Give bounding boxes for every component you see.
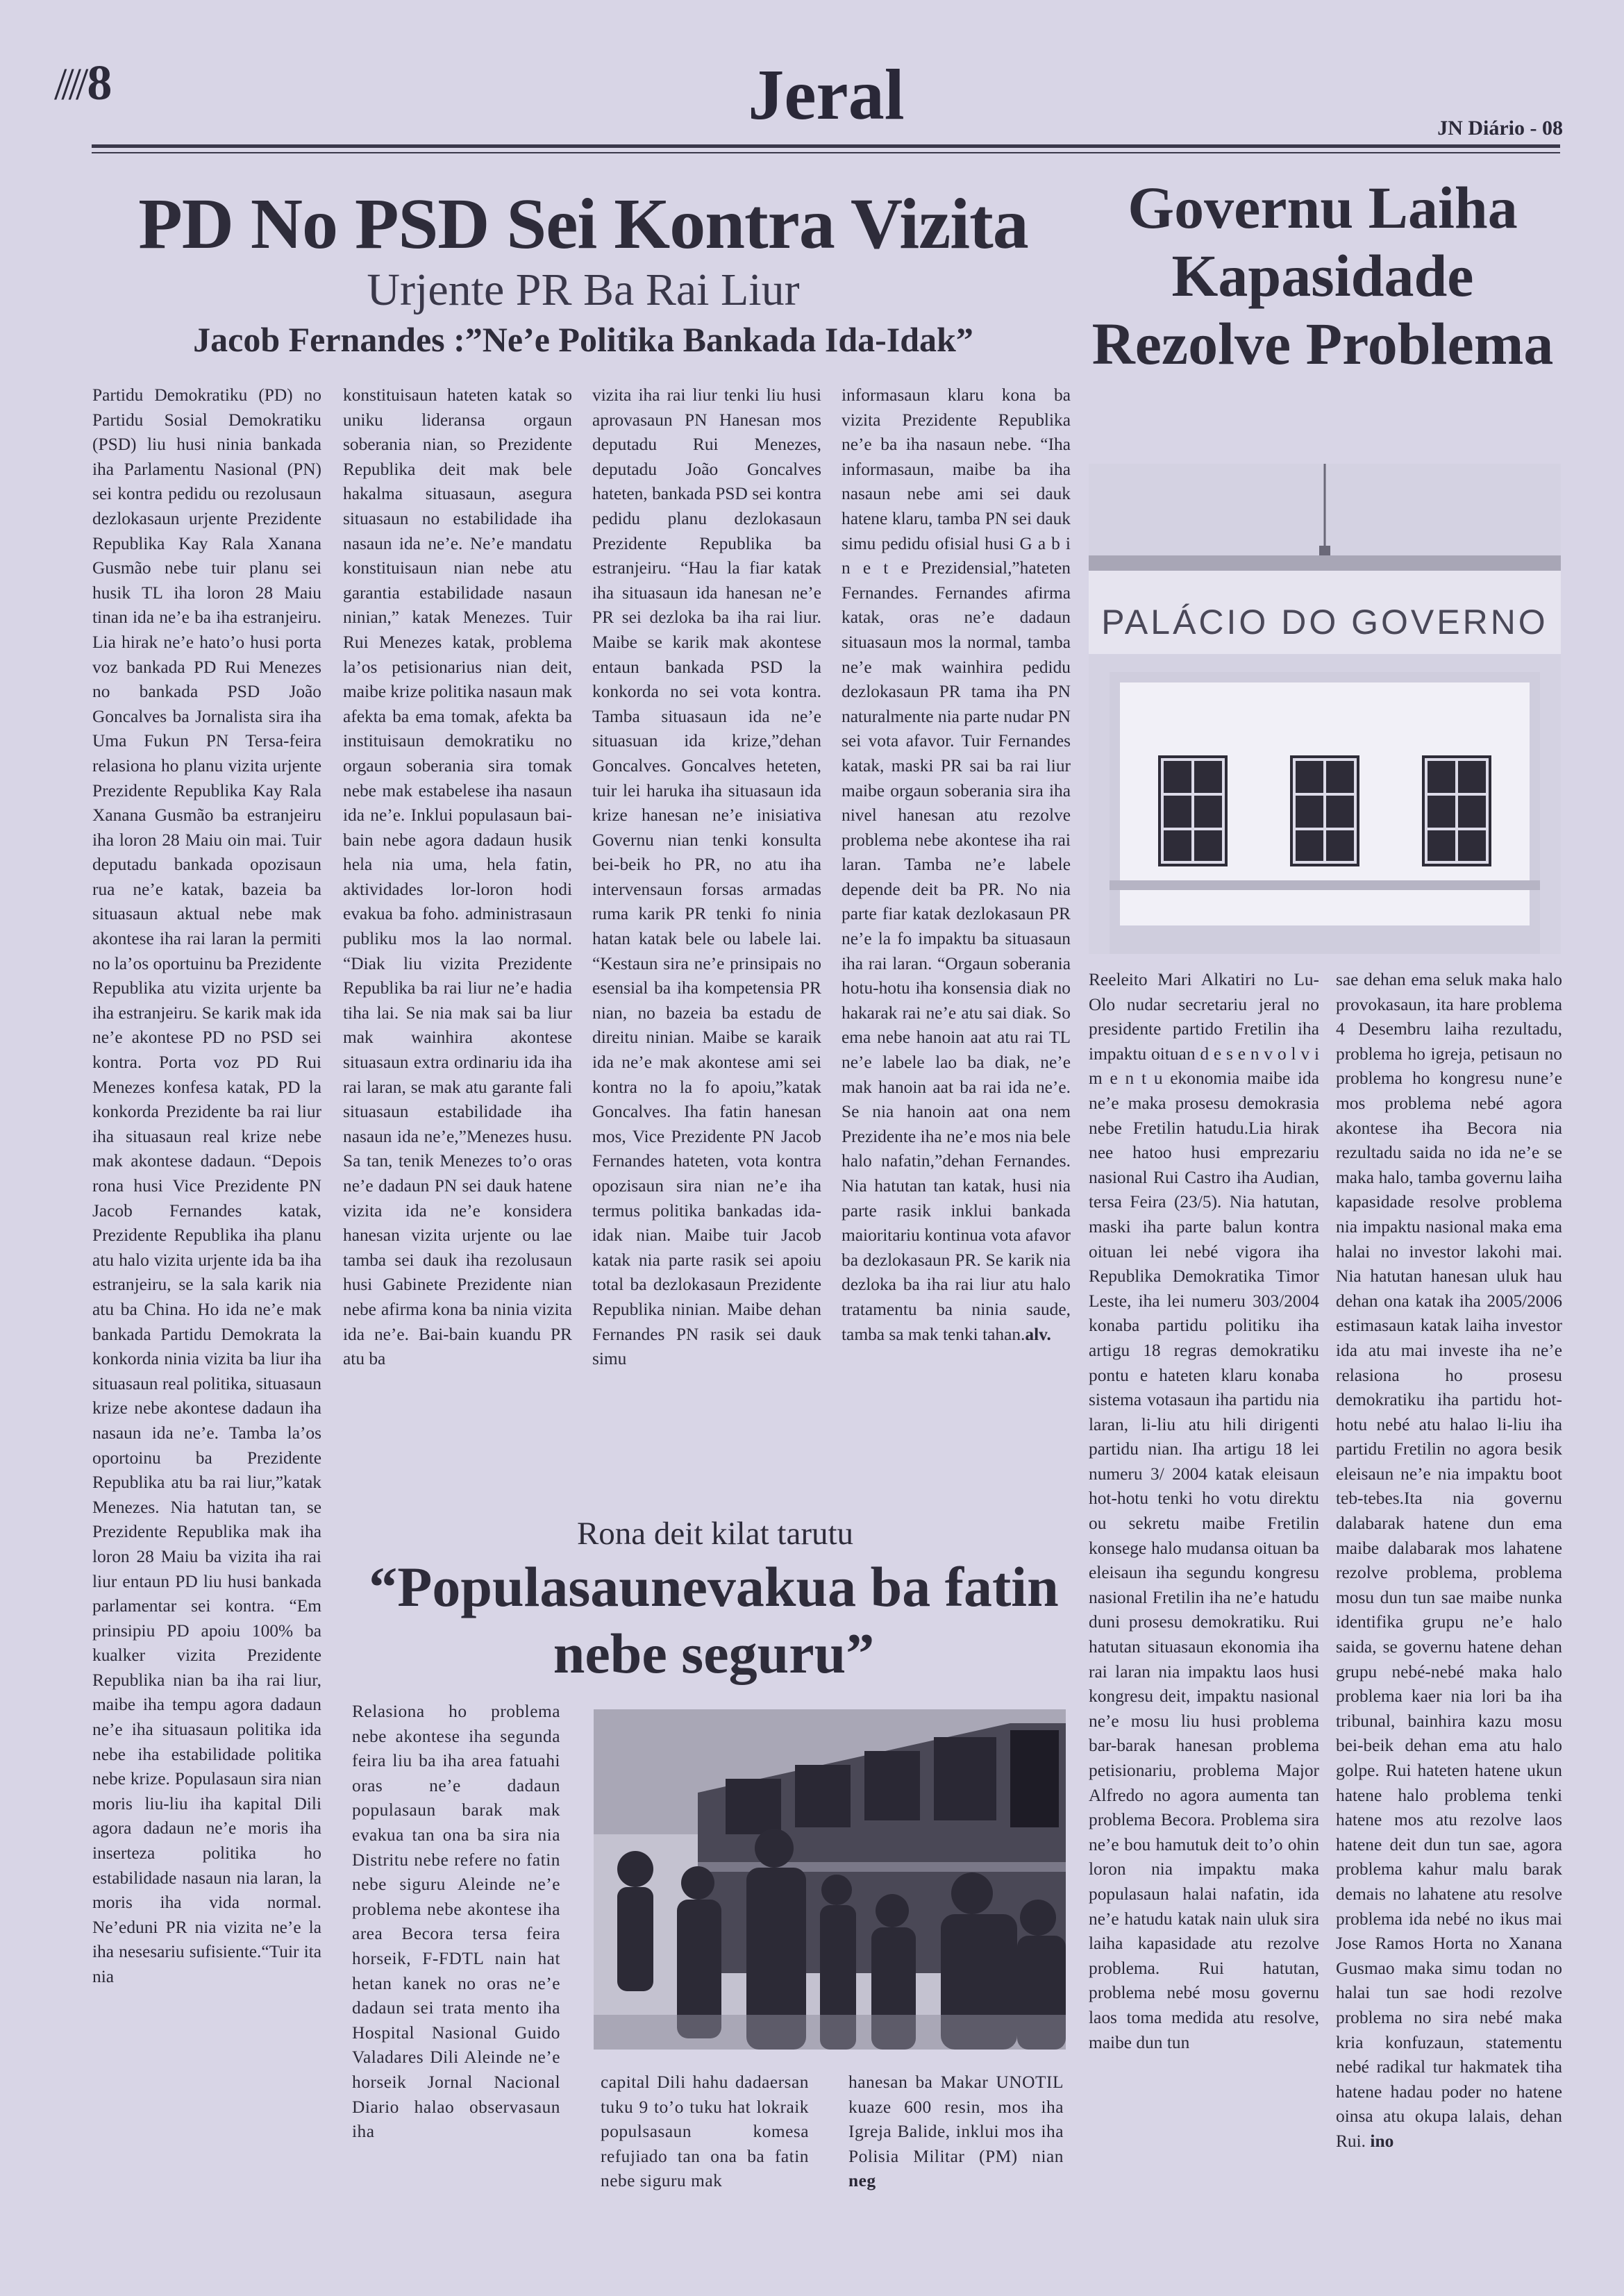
lead-column-3: vizita iha rai liur tenki liu husi aprovasaun PN Hanesan mos deputadu Rui Menezes, deputadu João Goncalves hateten, bankada PSD sei kontra pedidu planu dezlokasaun Prezidente Republika ba estranjeiru. “Hau la fiar katak iha situasaun ida hanesan ne’e PR sei dezloka ba iha rai liur. Maibe se karik mak akontese entaun bankada PSD la konkorda no sei vota kontra. Tamba situasaun ida ne’e situasuan ida krize,”dehan Goncalves. Goncalves heteten, tuir lei haruka iha situasaun ida krize hanesan ne’e inisiativa Governu nian tenki konsulta bei-beik ho PR, no atu iha intervensaun forsas armadas ruma karik PR tenki fo ninia hatan katak bele ou labele lai. “Kestaun sira ne’e prinsipais no esensial ba iha kompetensia PR nian, no bazeia ba estadu de direitu ninian. Maibe se karaik ida ne’e mak akontese ami sei kontra no la fo apoiu,”katak Goncalves. Iha fatin hanesan mos, Vice Prezidente PN Jacob Fernandes hateten, vota kontra opozisaun sira nian ne’e iha termus politika bankadas ida-idak nian. Maibe tuir Jacob katak nia parte rasik sei apoiu total ba dezlokasaun Prezidente Republika ninian. Maibe dehan Fernandes PN rasik sei dauk simu — [592, 385, 821, 1369]
bottom-column-2: capital Dili hahu dadaersan tuku 9 to’o tuku hat lokraik populsasaun komesa refujiado tan ona ba fatin nebe siguru mak — [601, 2072, 809, 2191]
window-left — [1158, 755, 1228, 866]
side-column-1: Reeleito Mari Alkatiri no Lu-Olo nudar secretariu jeral no presidente partido Fretilin iha impaktu oituan d e s e n v o l v i m e n t u ekonomia maibe ida ne’e maka prosesu demokrasia nebe Fretilin hatudu.Lia hirak nee hatoo husi emprezariu nasional Rui Castro iha Audian, tersa Feira (23/5). Nia hatutan, maski iha parte balun kontra oituan lei nebé vigora iha Republika Demokratika Timor Leste, iha lei numeru 303/2004 konaba partidu politiku iha artigu 18 regras demokratiku pontu e hateten klaru konaba sistema votasaun iha partidu nia laran, li-liu atu hili dirigenti partidu nian. Iha artigu 18 lei numeru 3/ 2004 katak eleisaun hot-hotu tenki ho votu direktu ou sekretu maibe Fretilin konsege halo mudansa oituan ba eleisaun iha segundu kongresu nasional Fretilin iha ne’e hatudu duni prosesu demokratiku. Rui hatutan situasaun ekonomia iha rai laran nia impaktu laos husi kongresu deit, impaktu nasional ne’e mosu liu husi problema bar-barak hanesan problema petisionariu, problema Major Alfredo no agora aumenta tan problema Becora. Problema sira ne’e bou hamutuk deit to’o ohin loron nia impaktu maka populasaun halai nafatin, ida ne’e hatudu katak nain uluk sira laiha kapasidade atu rezolve problema. Rui hatutan, problema nebé mosu governu laos toma medida atu resolve, maibe dun tun — [1089, 970, 1319, 2052]
lead-column-2: konstituisaun hateten katak so uniku lideransa orgaun soberania nian, so Prezidente Republika deit mak bele hakalma situasaun, asegura situasaun no estabilidade iha nasaun ida ne’e. Ne’e mandatu konstituisaun nian nebe atu garantia estabilidade nasaun ninian,” katak Menezes. Tuir Rui Menezes katak, problema la’os petisionarius nian deit, maibe krize politika nasaun mak afekta ba ema tomak, afekta ba instituisaun demokratiku no orgaun soberania sira tomak nebe mak estabelese iha nasaun ida ne’e. Inklui populasaun bai-bain nebe agora dadaun husik hela nia uma, hela fatin, aktividades lor-loron hodi evakua ba foho. administrasaun publiku mos la lao normal. “Diak liu vizita Prezidente Republika ba rai liur ne’e hadia tiha lai. Se nia mak sai ba liur mak wainhira akontese situasaun extra ordinariu ida iha rai laran, se mak atu garante fali situasaun estabilidade iha nasaun ida ne’e,”Menezes husu. Sa tan, tenik Menezes to’o oras ne’e dadaun PN sei dauk hatene vizita ida ne’e konsidera hanesan vizita urjente ou lae tamba sei dauk iha rezolusaun husi Gabinete Prezidente nian nebe afirma kona ba ninia vizita ida ne’e. Bai-bain kuandu PR atu ba — [343, 385, 572, 1369]
lead-quote-headline: Jacob Fernandes :”Ne’e Politika Bankada Ida-Idak” — [193, 320, 973, 359]
bottom-column-1: Relasiona ho problema nebe akontese iha segunda feira liu ba iha area fatuahi oras ne’e dadaun populasaun barak mak evakua tan ona ba sira nia Distritu nebe refere no fatin nebe siguru Aleinde ne’e problema nebe akontese iha area Becora tersa feira horseik, F-FDTL nain hat hetan kanek no oras ne’e dadaun sei trata mento iha Hospital Nasional Guido Valadares Dili Aleinde ne’e horseik Jornal Nacional Diario halao observasaun iha — [352, 1702, 560, 2142]
palace-sign-text: PALÁCIO DO GOVERNO — [1101, 603, 1548, 642]
bottom-headline: “Populasaunevakua ba fatin nebe seguru” — [369, 1555, 1059, 1685]
bottom-kicker: Rona deit kilat tarutu — [576, 1516, 854, 1552]
page-number: ////8 — [54, 55, 111, 110]
slash-ornament: //// — [54, 59, 83, 110]
window-right — [1422, 755, 1491, 866]
side-headline: Governu Laiha Kapasidade Rezolve Problema — [1091, 174, 1554, 377]
lead-headline: PD No PSD Sei Kontra Vizita — [138, 184, 1028, 264]
ground — [594, 2015, 1066, 2050]
header-rule-thin — [92, 152, 1560, 153]
issue-label: JN Diário - 08 — [1437, 117, 1563, 140]
side-column-2: sae dehan ema seluk maka halo provokasaun, ita hare problema 4 Desembru laiha rezultadu, problema ho igreja, petisaun no problema ho kongresu nune’e mos problema nebé agora akontese iha Becora nia rezultadu saida no ida ne’e se maka halo, tamba governu laiha kapasidade resolve problema nia impaktu nasional maka ema halai no investor lakohi mai. Nia hatutan hanesan uluk hau dehan ona katak iha 2005/2006 estimasaun katak laiha investor ida atu mai investe iha ne’e relasiona ho prosesu demokratiku iha partidu hot-hotu nebé atu halao li-liu iha partidu Fretilin no agora besik eleisaun ne’e nia impaktu boot teb-tebes.Ita nia governu dalabarak hatene dun ema maibe dalabarak mos lahatene rezolve problema, problema mosu dun tun sae maibe nunka identifika grupu ne’e halo saida, se governu hatene dehan grupu nebé-nebé maka halo problema kaer nia lori ba iha tribunal, bainhira kazu mosu bei-beik dehan ema atu halo golpe. Rui hateten hatene ukun hatene halo problema tenki hatene mos atu rezolve laos hatene deit dun tun sae, agora problema kahur malu barak demais no lahatene atu resolve problema ida nebé no ikus mai Jose Ramos Horta no Xanana Gusmao maka simu todan no halai tun sae hodi rezolve problema no sira nebé maka kria konfuzaun, statementu nebé radikal tur hakmatek tiha hatene hadau poder no hatene oinsa atu okupa lalais, dehan Rui. ino — [1336, 970, 1562, 2151]
lead-column-4: informasaun klaru kona ba vizita Prezidente Republika ne’e ba iha nasaun nebe. “Iha informasaun, maibe ba iha nasaun nebe ami sei dauk hatene klaru, tamba PN sei dauk simu pedidu ofisial husi G a b i n e t e Prezidensial,”hateten Fernandes. Fernandes afirma katak, oras ne’e dadaun situasaun mos la normal, tamba ne’e mak wainhira pedidu dezlokasaun PR tama iha PN naturalmente nia parte nudar PN sei vota afavor. Tuir Fernandes katak, maski PR sai ba rai liur maibe orgaun soberania sira iha nivel hanesan atu rezolve problema nebe akontese iha rai laran. Tamba ne’e labele depende deit ba PR. No nia parte fiar katak dezlokasaun PR ne’e la fo impaktu ba situasaun iha rai laran. “Orgaun soberania hotu-hotu iha konsensia diak no hakarak rai ne’e atu sai diak. So ema nebe hanoin aat atu rai TL ne’e labele lao ba diak, ne’e mak hanoin aat ba rai ida ne’e. Se nia hanoin aat ona nem Prezidente iha ne’e mos nia bele halo nafatin,”dehan Fernandes. Nia hatutan tan katak, husi nia parte rasik inklui bankada maioritariu kontinua vota afavor ba dezlokasaun PR. Se karik nia dezloka ba iha rai liur atu halo tratamentu ba ninia saude, tamba sa mak tenki tahan.alv. — [842, 385, 1071, 1344]
side-byline: ino — [1370, 2131, 1394, 2151]
evacuation-photo — [594, 1709, 1066, 2050]
lead-column-1: Partidu Demokratiku (PD) no Partidu Sosial Demokratiku (PSD) liu husi ninia bankada iha Parlamentu Nasional (PN) sei kontra pedidu ou rezolusaun dezlokasaun urjente Prezidente Republika Kay Rala Xanana Gusmão nebe tuir planu sei husik TL iha loron 28 Maiu tinan ida ne’e ba iha estranjeiru. Lia hirak ne’e hato’o husi porta voz bankada PD Rui Menezes no bankada PSD João Goncalves ba Jornalista sira iha Uma Fukun PN Tersa-feira relasiona ho planu vizita urjente Prezidente Republika Kay Rala Xanana Gusmão ba estranjeiru iha loron 28 Maiu oin mai. Tuir deputadu bankada opozisaun rua ne’e katak, bazeia ba situasaun aktual nebe mak akontese iha rai laran la permiti no la’os oportuinu ba Prezidente Republika atu vizita urjente ba iha estranjeiru. Se karik mak ida ne’e akontese PD no PSD sei kontra. Porta voz PD Rui Menezes konfesa katak, PD la konkorda Prezidente ba rai liur iha situasaun real krize nebe mak akontese dadaun. “Depois rona husi Vice Prezidente PN Jacob Fernandes katak, Prezidente Republika iha planu atu halo vizita urjente ida ba iha estranjeiru, se la sala karik nia atu ba China. Ho ida ne’e mak bankada Partidu Demokrata la konkorda ninia vizita ba liur iha situasaun real politika, situasaun krize nebe akontese dadaun iha nasaun ida ne’e. Tamba la’os oportoinu ba Prezidente Republika atu ba rai liur,”katak Menezes. Nia hatutan tan, se Prezidente Republika mak iha loron 28 Maiu ba vizita iha rai liur entaun PD liu husi bankada parlamentar sei kontra. “Em prinsipiu PD apoiu 100% ba kualker vizita Prezidente Republika nian ba iha rai liur, maibe iha tempu agora dadaun ne’e iha situasaun politika ida nebe iha estabilidade politika nebe krize. Populasaun sira nian moris liu-liu iha kapital Dili agora dadaun ne’e moris iha inserteza politika ho estabilidade nasaun nia laran, la moris iha vida normal. Ne’eduni PR nia vizita ne’e la iha nesesariu sufisiente.“Tuir ita nia — [92, 385, 322, 1986]
header-rule — [92, 144, 1560, 148]
window-center — [1290, 755, 1359, 866]
lead-subheadline: Urjente PR Ba Rai Liur — [367, 265, 800, 315]
flag-pole-base — [1319, 546, 1330, 555]
balcony-ledge — [1110, 880, 1540, 890]
roof-eave — [1089, 555, 1561, 571]
section-title: Jeral — [748, 55, 905, 135]
bottom-column-3: hanesan ba Makar UNOTIL kuaze 600 resin, mos iha Igreja Balide, inklui mos iha Polisia Militar (PM) nian neg — [848, 2072, 1064, 2191]
lead-byline: alv. — [1025, 1324, 1051, 1344]
bottom-byline: neg — [848, 2171, 876, 2191]
palace-photo — [1089, 464, 1561, 954]
